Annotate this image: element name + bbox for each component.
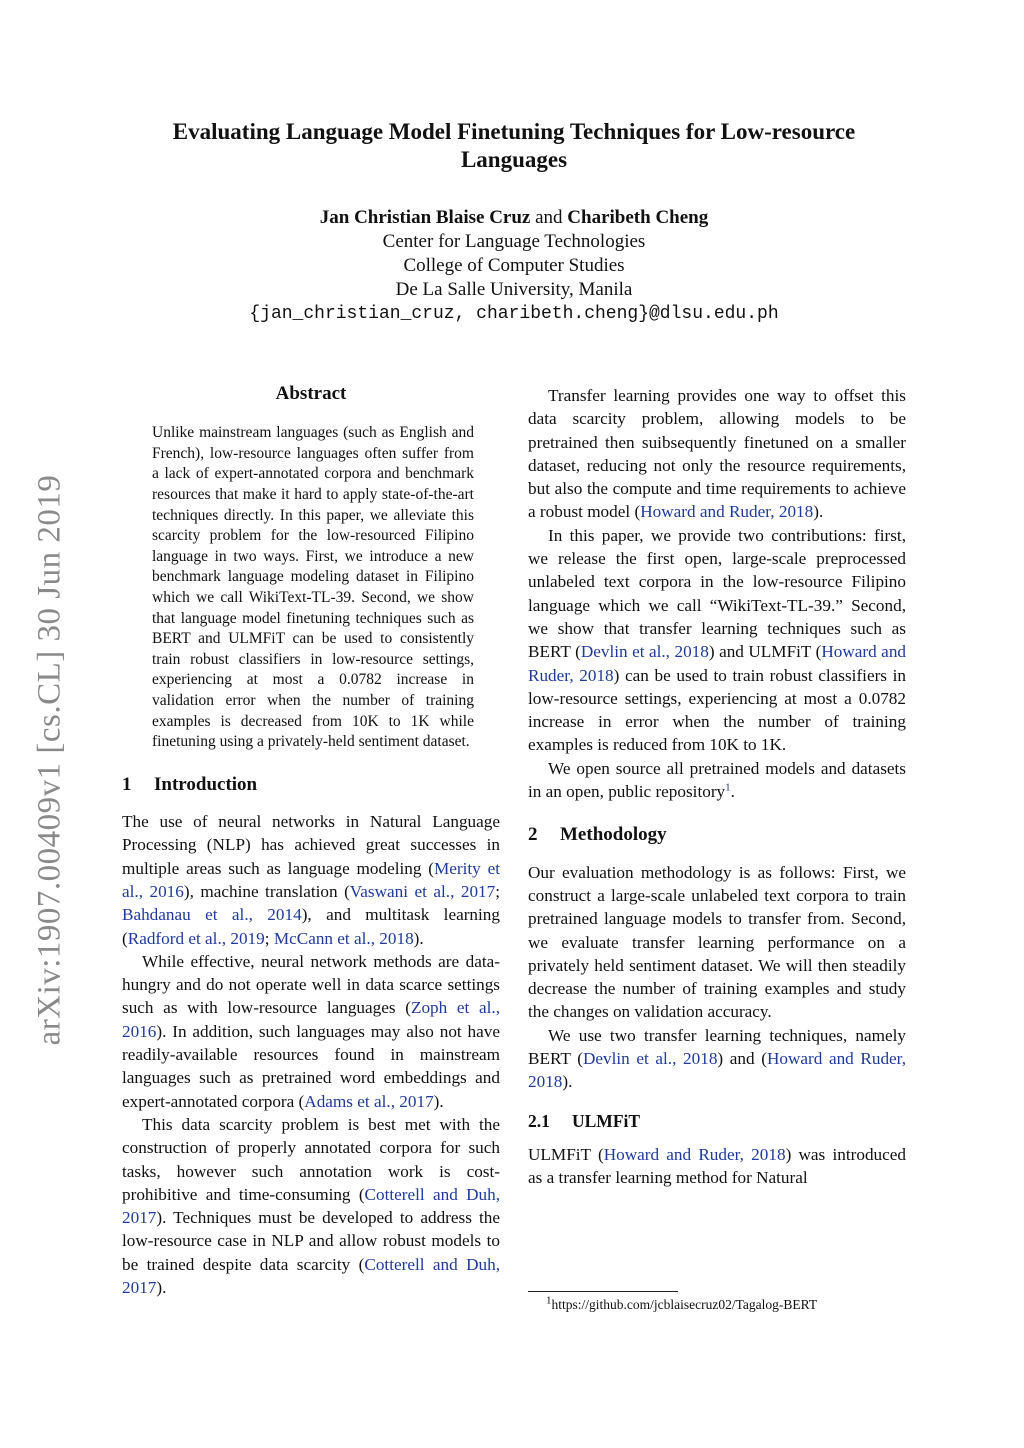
left-column — [122, 382, 500, 1299]
arxiv-stamp — [22, 460, 78, 1060]
section-heading-introduction — [122, 773, 500, 796]
footnote — [528, 1292, 906, 1314]
author-conjunction: and — [535, 207, 563, 228]
intro-paragraph-4: Transfer learning provides one way to offset this data scarcity problem, allowing models to be pretrained then suibsequently finetuned on a smaller dataset, reducing not only the resource requirements, but also the compute and time requirements to achieve a robust model (Howard and Ruder, 2018). — [528, 386, 906, 522]
citation-link[interactable]: Howard and Ruder, 2018 — [528, 1049, 907, 1092]
intro-paragraph-6: We open source all pretrained models and datasets in an open, public repository$^1$. — [528, 758, 906, 802]
methodology-paragraph-1: Our evaluation methodology is as follows: First, we construct a large-scale unlabeled text corpora to train pretrained language models to transfer from. Second, we evaluate transfer learning performance on a privately held sentiment dataset. We will then steadily decrease the number of training examples and study the changes on validation accuracy. — [528, 862, 906, 1022]
subsection-title: ULMFiT — [572, 1110, 641, 1131]
footnote-marker[interactable]: 1 — [725, 781, 731, 794]
intro-paragraph-3: This data scarcity problem is best met with the construction of properly annotated corpora for such tasks, however such annotation work is cost-prohibitive and time-consuming (Cotterell and Duh, 2017). Techniques must be developed to address the low-resource case in NLP and allow robust models to be trained despite data scarcity (Cotterell and Duh, 2017). — [122, 1114, 500, 1298]
footnote-number: 1 — [546, 1294, 552, 1307]
methodology-paragraph-2: We use two transfer learning techniques, namely BERT (Devlin et al., 2018) and (Howard and Ruder, 2018). — [528, 1025, 907, 1092]
intro-paragraph-1: The use of neural networks in Natural Language Processing (NLP) has achieved great successes in multiple areas such as language modeling (Merity et al., 2016), machine translation (Vaswani et al., 2017; Bahdanau et al., 2014), and multitask learning (Radford et al., 2019; McCann et al., 2018). — [122, 812, 501, 948]
subsection-number: 2.1 — [528, 1110, 550, 1131]
citation-link[interactable]: Devlin et al., 2018 — [580, 642, 709, 662]
citation-link[interactable]: Devlin et al., 2018 — [582, 1049, 718, 1069]
arxiv-stamp-text: arXiv:1907.00409v1 [cs.CL] 30 Jun 2019 — [31, 474, 68, 1046]
citation-link[interactable]: Adams et al., 2017 — [304, 1091, 434, 1111]
intro-paragraph-2: While effective, neural network methods are data-hungry and do not operate well in data scarce settings such as with low-resource languages (Zoph et al., 2016). In addition, such languages may also not have readily-available resources found in mainstream languages such as pretrained word embeddings and expert-annotated corpora (Adams et al., 2017). — [122, 951, 500, 1111]
right-column — [528, 384, 906, 1190]
section-number: 2 — [528, 824, 538, 846]
citation-link[interactable]: Cotterell and Duh, 2017 — [122, 1184, 500, 1228]
citation-link[interactable]: Vaswani et al., 2017 — [349, 881, 496, 901]
affiliation-1: Center for Language Technologies — [382, 231, 646, 252]
abstract-text: Unlike mainstream languages (such as English and French), low-resource languages often suffer from a lack of expert-annotated corpora and benchmark resources that make it hard to apply state-of-the-art techniques directly. In this paper, we alleviate this scarcity problem for the low-resourced Filipino language in two ways. First, we introduce a new benchmark language modeling dataset in Filipino which we call WikiText-TL-39. Second, we show that language model finetuning techniques such as BERT and ULMFiT can be used to consistently train robust classifiers in low-resource settings, experiencing at most a 0.0782 increase in validation error when the number of training examples is decreased from 10K to 1K while finetuning using a privately-held sentiment dataset. — [152, 424, 474, 751]
section-heading-methodology — [528, 823, 906, 846]
citation-link[interactable]: Bahdanau et al., 2014 — [122, 905, 302, 925]
citation-link[interactable]: Howard and Ruder, 2018 — [528, 642, 907, 685]
footnote-url[interactable]: https://github.com/jcblaisecruz02/Tagalog-BERT — [551, 1297, 818, 1312]
citation-link[interactable]: Howard and Ruder, 2018 — [603, 1144, 786, 1164]
abstract-heading: Abstract — [275, 383, 347, 404]
section-title: Methodology — [560, 824, 667, 846]
citation-link[interactable]: McCann et al., 2018 — [273, 928, 414, 948]
author-2: Charibeth Cheng — [567, 207, 709, 228]
section-number: 1 — [122, 773, 132, 795]
ulmfit-paragraph-1: ULMFiT (Howard and Ruder, 2018) was introduced as a transfer learning method for Natural — [528, 1144, 906, 1188]
citation-link[interactable]: Zoph et al., 2016 — [122, 998, 500, 1041]
affiliation-2: College of Computer Studies — [403, 255, 625, 276]
author-block — [130, 206, 898, 326]
citation-link[interactable]: Howard and Ruder, 2018 — [640, 502, 814, 522]
paper-title: Evaluating Language Model Finetuning Techniques for Low-resource Languages — [172, 119, 856, 172]
subsection-heading-ulmfit — [528, 1110, 906, 1133]
author-names — [130, 206, 898, 230]
citation-link[interactable]: Merity et al., 2016 — [122, 858, 500, 901]
author-1: Jan Christian Blaise Cruz — [319, 207, 531, 228]
intro-paragraph-5: In this paper, we provide two contributions: first, we release the first open, large-scale preprocessed unlabeled text corpora in the low-resource Filipino language which we call “WikiText-TL-39.” Second, we show that transfer learning techniques such as BERT (Devlin et al., 2018) and ULMFiT (Howard and Ruder, 2018) can be used to train robust classifiers in low-resource settings, experiencing at most a 0.0782 increase in error when the number of training examples is reduced from 10K to 1K. — [528, 525, 907, 755]
author-emails: {jan_christian_cruz, charibeth.cheng}@dlsu.edu.ph — [249, 304, 779, 324]
affiliation-3: De La Salle University, Manila — [395, 279, 633, 300]
citation-link[interactable]: Cotterell and Duh, 2017 — [122, 1254, 500, 1298]
citation-link[interactable]: Radford et al., 2019 — [127, 928, 265, 948]
section-title: Introduction — [154, 773, 258, 795]
